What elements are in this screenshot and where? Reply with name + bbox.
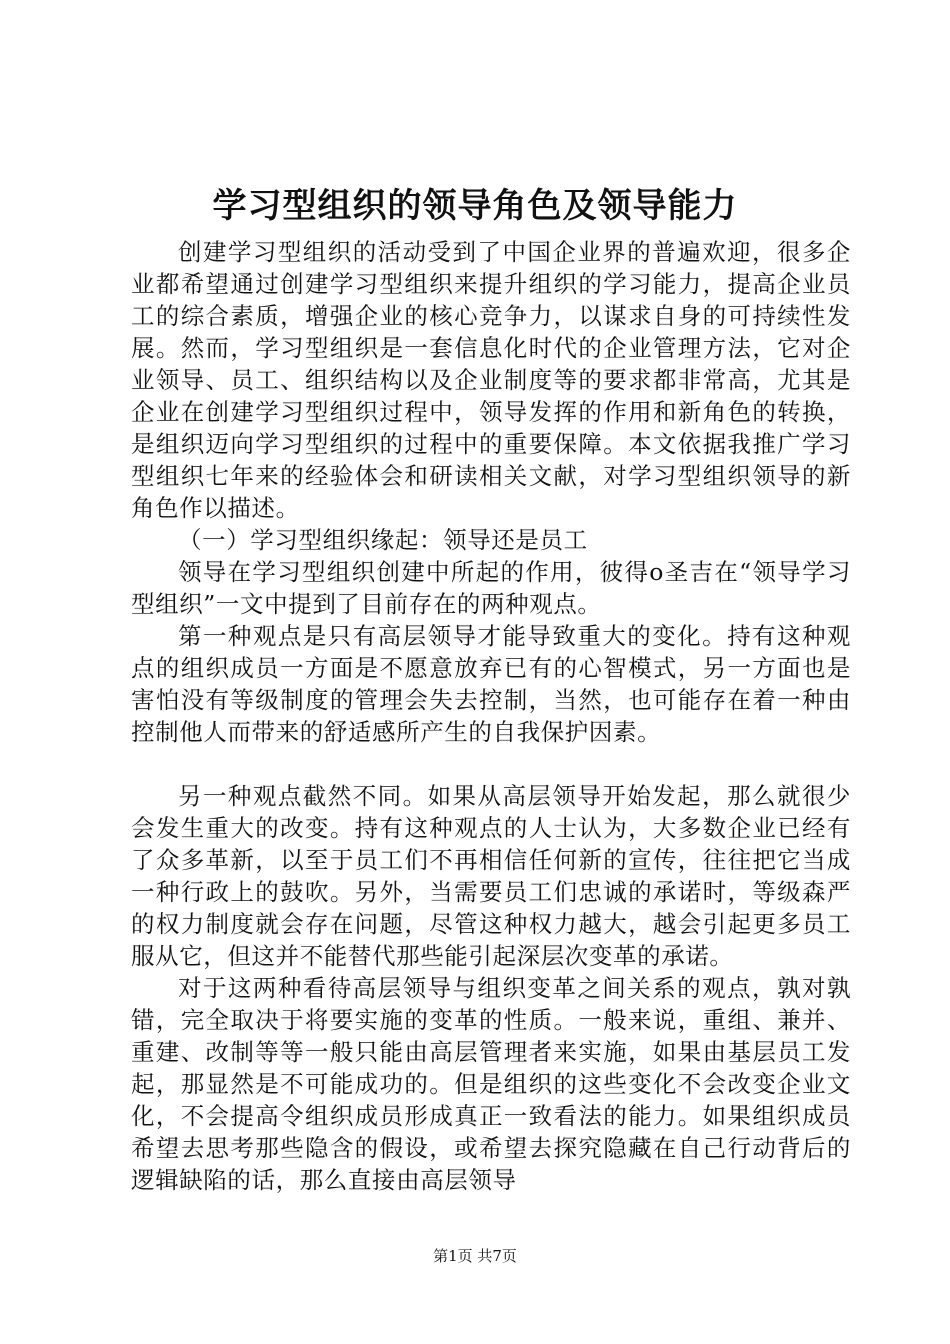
- paragraph-intro: 创建学习型组织的活动受到了中国企业界的普遍欢迎，很多企业都希望通过创建学习型组织来提升组织的学习能力，提高企业员工的综合素质，增强企业的核心竞争力，以谋求自身的可持续性发展。然而，学习型组织是一套信息化时代的企业管理方法，它对企业领导、员工、组织结构以及企业制度等的要求都非常高，尤其是企业在创建学习型组织过程中，领导发挥的作用和新角色的转换，是组织迈向学习型组织的过程中的重要保障。本文依据我推广学习型组织七年来的经验体会和研读相关文献，对学习型组织领导的新角色作以描述。: [131, 238, 851, 522]
- document-body: [131, 236, 851, 1196]
- paragraph-analysis: 对于这两种看待高层领导与组织变革之间关系的观点，孰对孰错，完全取决于将要实施的变革的性质。一般来说，重组、兼并、重建、改制等等一般只能由高层管理者来实施，如果由基层员工发起，那显然是不可能成功的。但是组织的这些变化不会改变企业文化，不会提高令组织成员形成真正一致看法的能力。如果组织成员希望去思考那些隐含的假设，或希望去探究隐藏在自己行动背后的逻辑缺陷的话，那么直接由高层领导: [131, 974, 851, 1194]
- paragraph-second-view: 另一种观点截然不同。如果从高层领导开始发起，那么就很少会发生重大的改变。持有这种观点的人士认为，大多数企业已经有了众多革新，以至于员工们不再相信任何新的宣传，往往把它当成一种行政上的鼓吹。另外，当需要员工们忠诚的承诺时，等级森严的权力制度就会存在问题，尽管这种权力越大，越会引起更多员工服从它，但这并不能替代那些能引起深层次变革的承诺。: [131, 782, 851, 970]
- document-title: 学习型组织的领导角色及领导能力: [212, 186, 738, 226]
- paragraph-two-views: 领导在学习型组织创建中所起的作用，彼得o圣吉在“领导学习型组织”一文中提到了目前存在的两种观点。: [131, 558, 851, 618]
- paragraph-first-view: 第一种观点是只有高层领导才能导致重大的变化。持有这种观点的组织成员一方面是不愿意放弃已有的心智模式，另一方面也是害怕没有等级制度的管理会失去控制，当然，也可能存在着一种由控制他人而带来的舒适感所产生的自我保护因素。: [131, 622, 851, 746]
- section-heading: （一）学习型组织缘起：领导还是员工: [178, 526, 588, 554]
- page-number-footer: 第1页 共7页: [433, 1247, 517, 1265]
